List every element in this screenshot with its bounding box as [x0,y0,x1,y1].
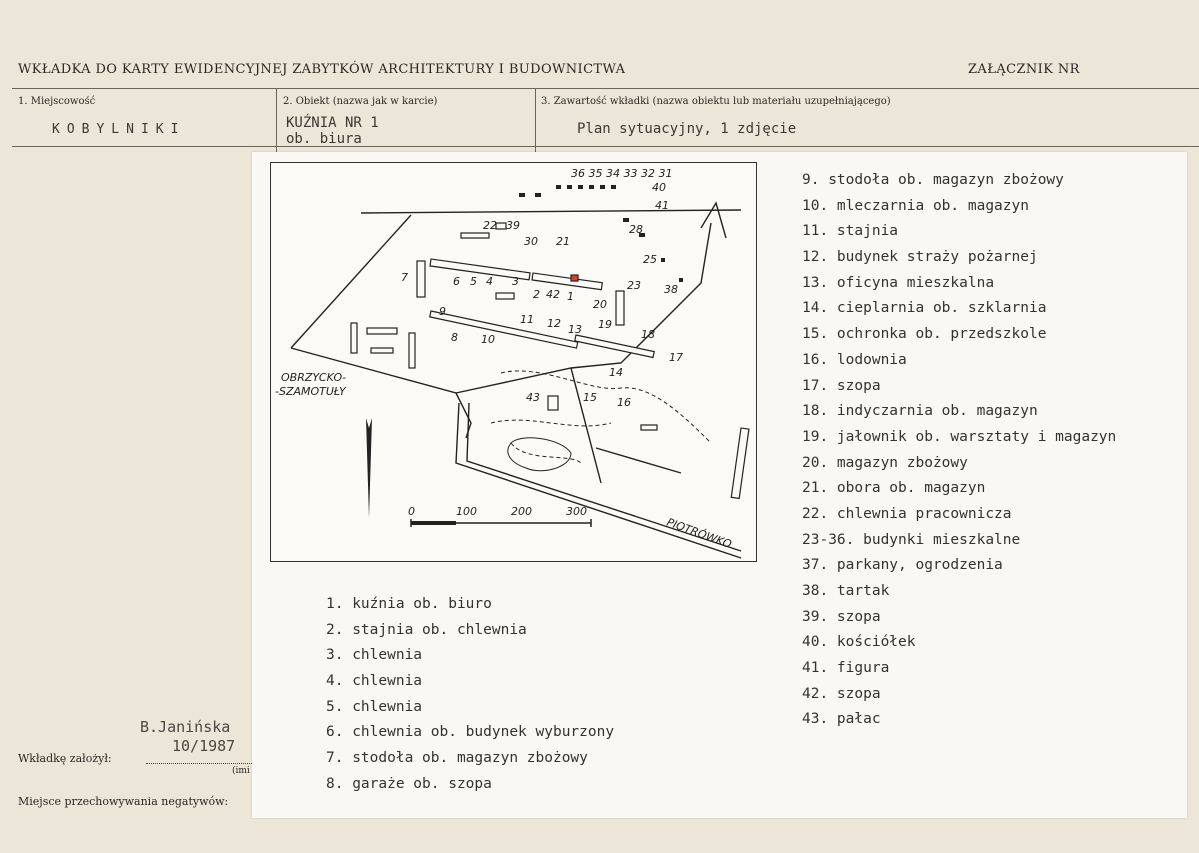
legend-item: 1. kuźnia ob. biuro [326,596,492,612]
content-label: 3. Zawartość wkładki (nazwa obiektu lub materiału uzupełniającego) [541,96,891,107]
legend-left [326,592,614,798]
svg-text:23: 23 [627,279,641,292]
legend-item: 6. chlewnia ob. budynek wyburzony [326,724,615,741]
svg-text:12: 12 [547,317,561,330]
svg-text:43: 43 [526,391,540,404]
legend-item: 38. tartak [802,583,890,599]
svg-text:2: 2 [533,288,540,301]
svg-text:13: 13 [568,323,582,336]
legend-item: 13. oficyna mieszkalna [802,274,995,291]
scale-label-100: 100 [456,505,477,518]
svg-text:36 35 34 33 32 31: 36 35 34 33 32 31 [571,167,673,180]
legend-item: 21. obora ob. magazyn [802,480,986,497]
object-value-line2: ob. biura [286,131,362,147]
place-label: 1. Miejscowość [18,96,96,107]
scale-label-0: 0 [408,505,415,518]
scale-label-300: 300 [566,505,587,518]
legend-item: 10. mleczarnia ob. magazyn [802,197,1029,214]
legend-item: 8. garaże ob. szopa [326,775,492,792]
object-value-line1: KUŹNIA NR 1 [286,115,379,131]
svg-text:39: 39 [506,219,520,232]
attachment-label: ZAŁĄCZNIK NR [968,62,1080,77]
svg-text:8: 8 [451,331,458,344]
legend-item: 40. kościółek [802,634,916,651]
divider-col-2 [535,88,536,152]
legend-item: 18. indyczarnia ob. magazyn [802,403,1038,420]
svg-text:30: 30 [524,235,538,248]
legend-item: 5. chlewnia [326,698,423,715]
svg-text:22: 22 [483,219,497,232]
legend-item: 43. pałac [802,711,881,728]
svg-text:28: 28 [629,223,643,236]
legend-item: 22. chlewnia pracownicza [802,505,1012,522]
legend-item: 39. szopa [802,608,881,625]
svg-text:17: 17 [669,351,683,364]
svg-text:38: 38 [664,283,678,296]
svg-text:6: 6 [453,275,460,288]
author-date: 10/1987 [172,737,236,755]
scale-label-200: 200 [511,505,532,518]
legend-item: 37. parkany, ogrodzenia [802,557,1003,574]
legend-right [802,168,1116,733]
content-value: Plan sytuacyjny, 1 zdjęcie [577,121,797,137]
svg-text:19: 19 [598,318,612,331]
site-plan-sheet [252,152,1187,818]
svg-text:7: 7 [401,271,408,284]
site-plan-map [270,162,757,562]
made-by-hint: (imi [232,766,250,776]
object-label: 2. Obiekt (nazwa jak w karcie) [283,96,438,107]
svg-text:40: 40 [652,181,666,194]
legend-item: 15. ochronka ob. przedszkole [802,326,1047,343]
divider-fields [12,146,1199,147]
legend-item: 7. stodoła ob. magazyn zbożowy [326,750,588,767]
svg-text:20: 20 [593,298,607,311]
legend-item: 16. lodownia [802,351,907,368]
legend-item: 41. figura [802,660,890,677]
svg-text:3: 3 [512,275,519,288]
svg-text:14: 14 [609,366,623,379]
card-title: WKŁADKA DO KARTY EWIDENCYJNEJ ZABYTKÓW ARCHITEKTURY I BUDOWNICTWA [18,62,626,77]
site-plan-drawing [271,163,756,561]
divider-col-1 [276,88,277,152]
svg-text:5: 5 [470,275,477,288]
made-by-label: Wkładkę założył: [18,752,112,765]
road-label-obrzycko: OBRZYCKO- [281,371,347,384]
author-name: B.Janińska [140,718,231,736]
legend-item: 4. chlewnia [326,673,423,690]
legend-item: 23-36. budynki mieszkalne [802,531,1021,548]
negatives-label: Miejsce przechowywania negatywów: [18,795,229,808]
legend-item: 3. chlewnia [326,647,423,664]
legend-item: 19. jałownik ob. warsztaty i magazyn [802,428,1117,445]
legend-item: 9. stodoła ob. magazyn zbożowy [802,172,1064,188]
legend-item: 42. szopa [802,685,881,702]
made-by-dotted-line [146,762,252,764]
road-label-piotrowko: PIOTRÓWKO [664,515,734,552]
svg-text:4: 4 [486,275,493,288]
legend-item: 20. magazyn zbożowy [802,454,968,471]
road-label-szamotuly: -SZAMOTUŁY [275,385,346,398]
svg-text:16: 16 [617,396,631,409]
svg-text:25: 25 [643,253,657,266]
svg-text:41: 41 [655,199,669,212]
legend-item: 14. cieplarnia ob. szklarnia [802,300,1047,317]
svg-text:42: 42 [546,288,560,301]
legend-item: 11. stajnia [802,223,899,240]
svg-text:11: 11 [520,313,534,326]
svg-text:10: 10 [481,333,495,346]
divider-top [12,88,1199,89]
svg-text:9: 9 [439,305,446,318]
svg-text:1: 1 [567,290,574,303]
place-value: KOBYLNIKI [52,122,186,137]
legend-item: 12. budynek straży pożarnej [802,249,1038,266]
svg-text:18: 18 [641,328,655,341]
legend-item: 2. stajnia ob. chlewnia [326,621,527,638]
svg-text:15: 15 [583,391,597,404]
svg-text:21: 21 [556,235,570,248]
legend-item: 17. szopa [802,377,881,394]
